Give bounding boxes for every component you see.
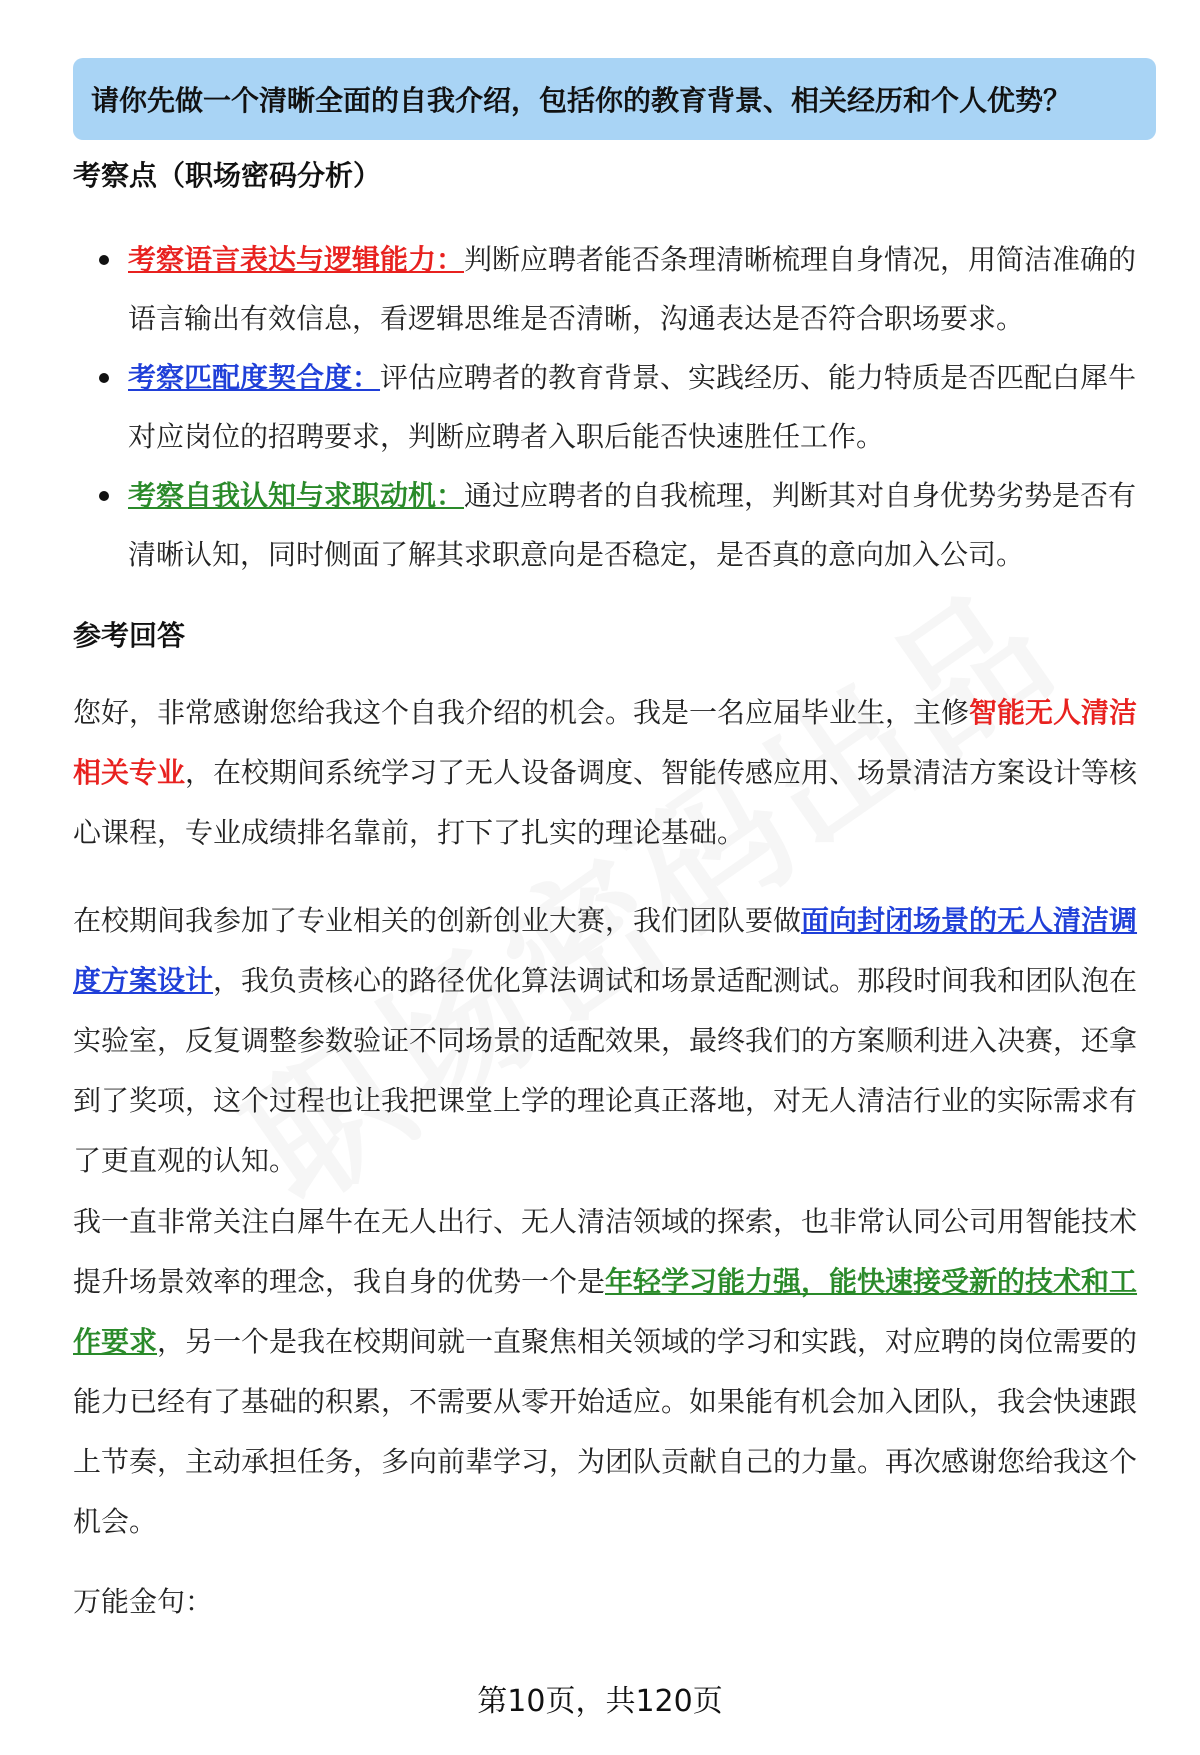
page-number: 第10页，共120页 bbox=[477, 1684, 723, 1719]
paragraph-text: ，另一个是我在校期间就一直聚焦相关领域的学习和实践，对应聘的岗位需要的能力已经有了基础的积累，不需要从零开始适应。如果能有机会加入团队，我会快速跟上节奏，主动承担任务，多向前辈学习，为团队贡献自己的力量。再次感谢您给我这个机会。 bbox=[73, 1325, 1138, 1538]
highlight-project: 面向封闭场景的无人清洁调度方案设计 bbox=[73, 904, 1138, 997]
bullet-dot-icon bbox=[99, 373, 109, 383]
paragraph-text: 我一直非常关注白犀牛在无人出行、无人清洁领域的探索，也非常认同公司用智能技术提升场景效率的理念，我自身的优势一个是 bbox=[73, 1205, 1138, 1298]
assessment-item-text: 评估应聘者的教育背景、实践经历、能力特质是否匹配白犀牛对应岗位的招聘要求，判断应聘者入职后能否快速胜任工作。 bbox=[128, 361, 1137, 453]
highlight-major: 智能无人清洁相关专业 bbox=[73, 696, 1138, 789]
highlight-strength: 年轻学习能力强，能快速接受新的技术和工作要求 bbox=[73, 1265, 1138, 1358]
answer-paragraph-2 bbox=[73, 891, 1153, 1191]
assessment-item-label: 考察语言表达与逻辑能力： bbox=[128, 243, 465, 276]
answer-paragraph-3 bbox=[73, 1192, 1153, 1552]
paragraph-text: ，在校期间系统学习了无人设备调度、智能传感应用、场景清洁方案设计等核心课程，专业成绩排名靠前，打下了扎实的理论基础。 bbox=[73, 756, 1138, 849]
assessment-item-language bbox=[73, 230, 1153, 348]
paragraph-text: 您好，非常感谢您给我这个自我介绍的机会。我是一名应届毕业生，主修 bbox=[73, 696, 970, 729]
assessment-item-label: 考察匹配度契合度： bbox=[128, 361, 381, 394]
assessment-item-text: 判断应聘者能否条理清晰梳理自身情况，用简洁准确的语言输出有效信息，看逻辑思维是否清晰，沟通表达是否符合职场要求。 bbox=[128, 243, 1137, 335]
assessment-item-fit bbox=[73, 348, 1153, 466]
answer-heading: 参考回答 bbox=[73, 619, 186, 652]
answer-paragraph-1 bbox=[73, 683, 1153, 863]
question-text: 请你先做一个清晰全面的自我介绍，包括你的教育背景、相关经历和个人优势？ bbox=[91, 84, 1072, 117]
assessment-item-label: 考察自我认知与求职动机： bbox=[128, 479, 465, 512]
assessment-item-text: 通过应聘者的自我梳理，判断其对自身优势劣势是否有清晰认知，同时侧面了解其求职意向是否稳定，是否真的意向加入公司。 bbox=[128, 479, 1137, 571]
question-banner bbox=[73, 58, 1156, 140]
assessment-list bbox=[73, 230, 1153, 584]
golden-sentence-label: 万能金句： bbox=[73, 1585, 214, 1618]
assessment-heading: 考察点（职场密码分析） bbox=[73, 159, 382, 192]
bullet-dot-icon bbox=[99, 491, 109, 501]
assessment-item-motivation bbox=[73, 466, 1153, 584]
bullet-dot-icon bbox=[99, 255, 109, 265]
paragraph-text: ，我负责核心的路径优化算法调试和场景适配测试。那段时间我和团队泡在实验室，反复调整参数验证不同场景的适配效果，最终我们的方案顺利进入决赛，还拿到了奖项，这个过程也让我把课堂上学的理论真正落地，对无人清洁行业的实际需求有了更直观的认知。 bbox=[73, 964, 1138, 1177]
paragraph-text: 在校期间我参加了专业相关的创新创业大赛，我们团队要做 bbox=[73, 904, 802, 937]
